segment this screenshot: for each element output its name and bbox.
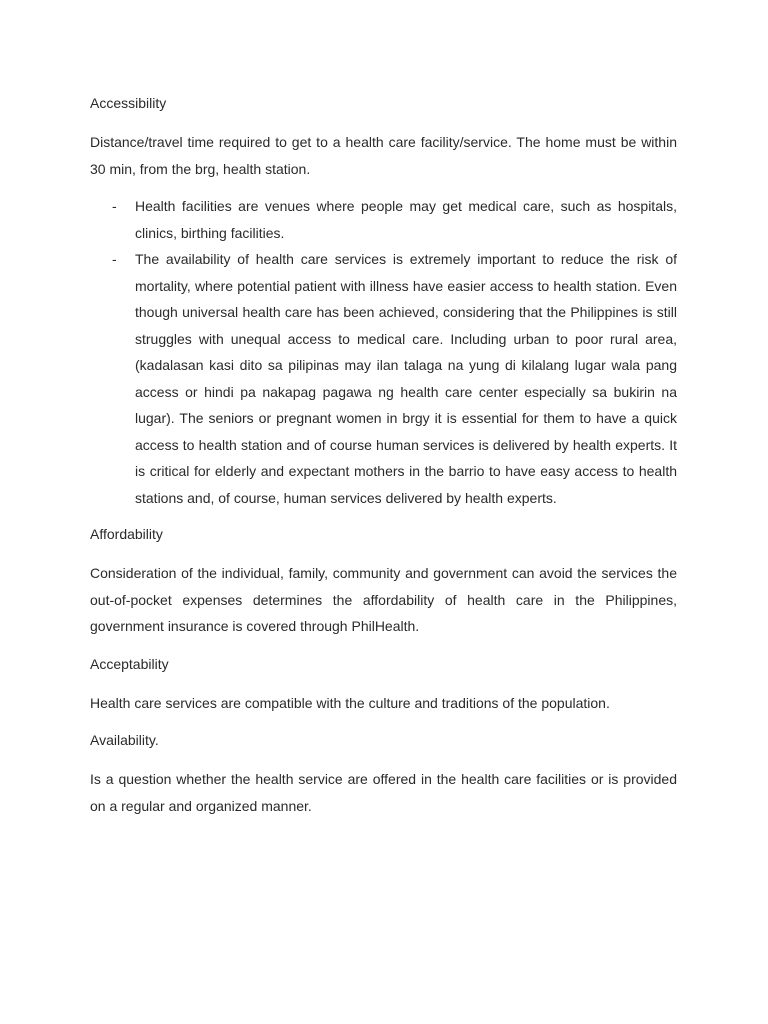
availability-body: Is a question whether the health service are offered in the health care facilities or is provided on a regular and organized manner. (90, 771, 677, 814)
list-item (90, 193, 677, 246)
heading-affordability: Affordability (90, 526, 163, 542)
affordability-body: Consideration of the individual, family, community and government can avoid the services the out-of-pocket expenses determines the affordability of health care in the Philippines, government insurance is covered through PhilHealth. (90, 565, 677, 634)
document-page (90, 90, 677, 830)
heading-acceptability: Acceptability (90, 655, 169, 672)
heading-availability: Availability. (90, 732, 159, 748)
bullet-text: Health facilities are venues where people may get medical care, such as hospitals, clinics, birthing facilities. (135, 198, 677, 241)
bullet-text: The availability of health care services is extremely important to reduce the risk of mortality, where potential patient with illness have easier access to health station. Even though universal health care has been achieved, considering that the Philippines is still struggles with unequal access to medical care. Including urban to poor rural area,(kadalasan kasi dito sa pilipinas may ilan talaga na yung di kilalang lugar wala pang access or hindi pa nakapag pagawa ng health care center especially sa bukirin na lugar). The seniors or pregnant women in brgy it is essential for them to have a quick access to health station and of course human services is delivered by health experts. It is critical for elderly and expectant mothers in the barrio to have easy access to health stations and, of course, human services delivered by health experts. (135, 251, 677, 506)
accessibility-intro: Distance/travel time required to get to a health care facility/service. The home must be within 30 min, from the brg, health station. (90, 134, 677, 177)
bullet-dash: - (112, 198, 117, 214)
heading-accessibility: Accessibility (90, 95, 167, 111)
accessibility-bullet-list (90, 193, 677, 511)
list-item (90, 246, 677, 511)
bullet-dash: - (112, 251, 117, 267)
acceptability-body: Health care services are compatible with the culture and traditions of the population. (90, 694, 610, 711)
